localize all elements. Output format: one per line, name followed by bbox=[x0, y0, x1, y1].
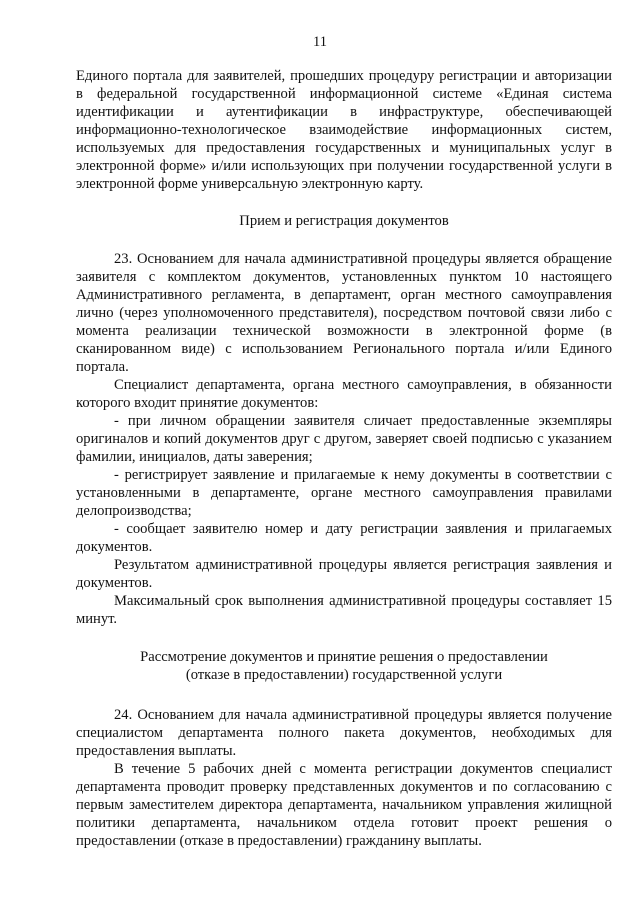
document-body bbox=[76, 67, 612, 850]
paragraph-result: Результатом административной процедуры является регистрация заявления и документов. bbox=[76, 557, 612, 591]
page-number: 11 bbox=[313, 34, 327, 50]
list-item-register: - регистрирует заявление и прилагаемые к нему документы в соответствии с установленными в департаменте, органе местного самоуправления правилами делопроизводства; bbox=[76, 467, 612, 519]
list-item-compare: - при личном обращении заявителя сличает предоставленные экземпляры оригиналов и копий документов друг с другом, заверяет своей подписью с указанием фамилии, инициалов, даты заверения; bbox=[76, 413, 612, 465]
paragraph-specialist: Специалист департамента, органа местного самоуправления, в обязанности которого входит принятие документов: bbox=[76, 377, 612, 411]
section-heading-review bbox=[76, 648, 612, 684]
paragraph-max-time: Максимальный срок выполнения административной процедуры составляет 15 минут. bbox=[76, 593, 612, 627]
section-heading-line-1: Рассмотрение документов и принятие решения о предоставлении bbox=[140, 649, 548, 665]
paragraph-review-period: В течение 5 рабочих дней с момента регистрации документов специалист департамента проводит проверку представленных документов и по согласованию с первым заместителем директора департамента, начальником управления жилищной политики департамента, начальником отдела готовит проект решения о предоставлении (отказе в предоставлении) гражданину выплаты. bbox=[76, 761, 612, 849]
section-heading-line-2: (отказе в предоставлении) государственной услуги bbox=[185, 667, 503, 683]
section-heading-reception: Прием и регистрация документов bbox=[239, 213, 449, 229]
paragraph-24: 24. Основанием для начала административной процедуры является получение специалистом департамента полного пакета документов, необходимых для предоставления выплаты. bbox=[76, 707, 612, 759]
list-item-notify: - сообщает заявителю номер и дату регистрации заявления и прилагаемых документов. bbox=[76, 521, 612, 555]
intro-paragraph: Единого портала для заявителей, прошедших процедуру регистрации и авторизации в федеральной государственной информационной системе «Единая система идентификации и аутентификации в инфраструктуре, обеспечивающей информационно-технологическое взаимодействие информационных систем, используемых для предоставления государственных и муниципальных услуг в электронной форме» и/или использующих при получении государственной услуги в электронной форме универсальную электронную карту. bbox=[76, 68, 612, 192]
paragraph-23: 23. Основанием для начала административной процедуры является обращение заявителя с комплектом документов, установленных пунктом 10 настоящего Административного регламента, в департамент, орган местного самоуправления лично (через уполномоченного представителя), посредством почтовой связи либо с момента реализации технической возможности в электронной форме (в сканированном виде) с использованием Регионального портала и/или Единого портала. bbox=[76, 251, 612, 375]
